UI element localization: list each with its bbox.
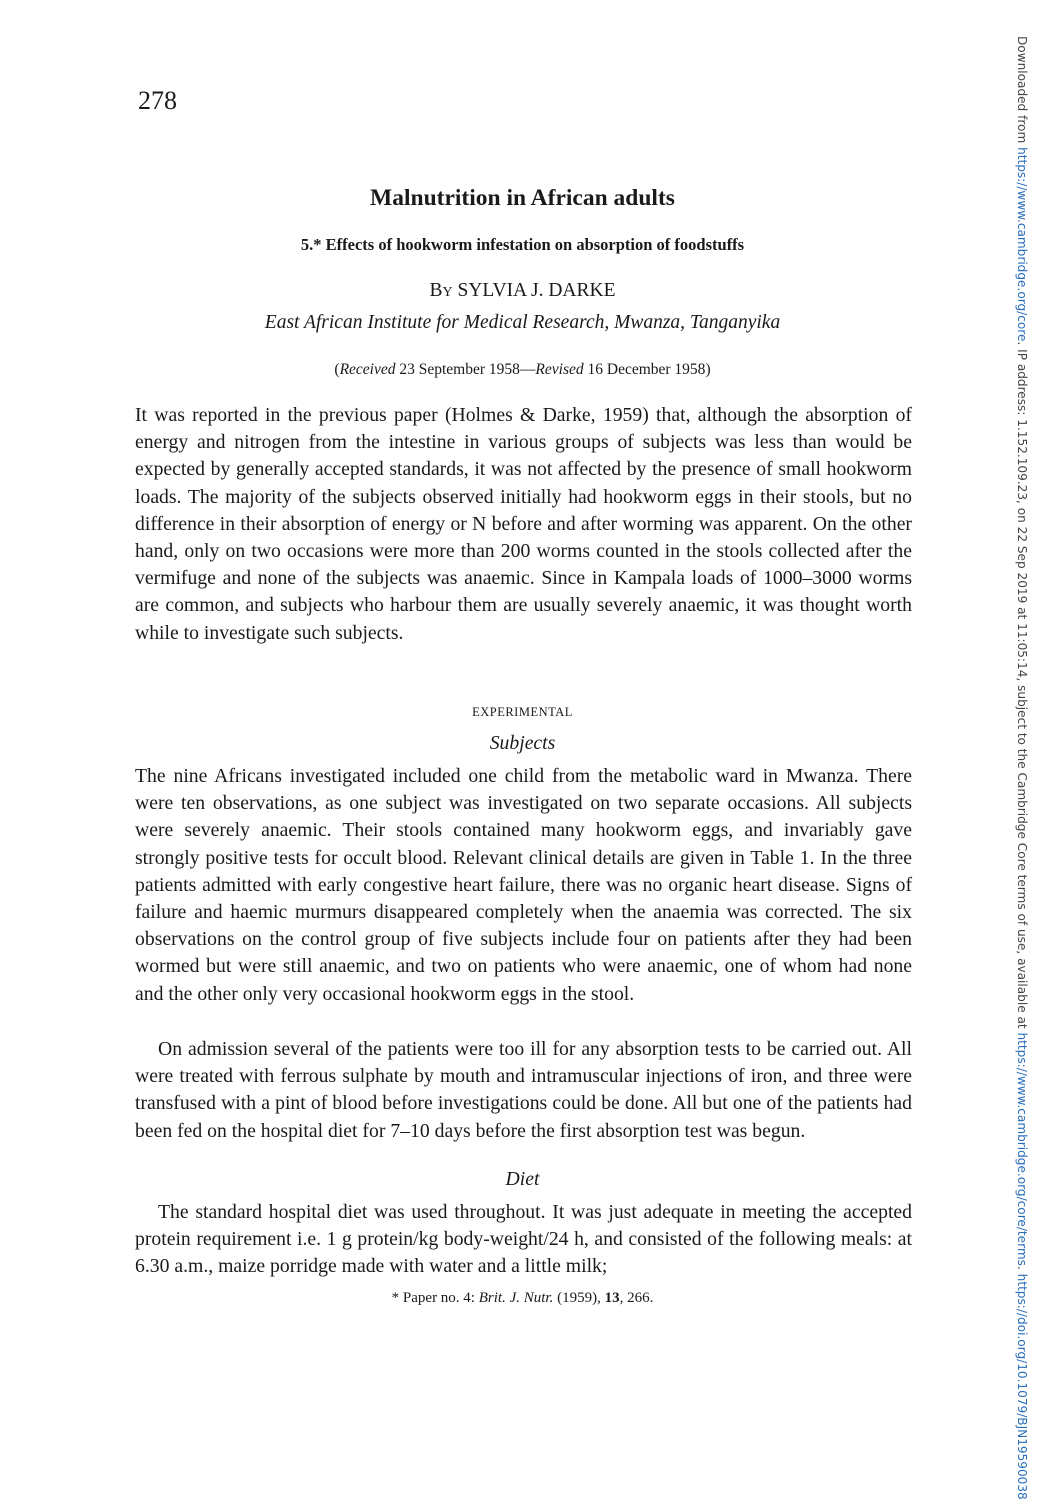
revised-date: 16 December 1958	[587, 361, 706, 378]
affiliation: East African Institute for Medical Research, Mwanza, Tanganyika	[264, 312, 781, 333]
diet-paragraph: The standard hospital diet was used throughout. It was just adequate in meeting the accepted protein requirement i.e. 1 g protein/kg body-weight/24 h, and consisted of the following meals: at 6.30 a.m., maize porridge made with water and a little milk;	[135, 1201, 912, 1278]
footnote-volume: 13	[604, 1290, 620, 1306]
page-number: 278	[138, 86, 177, 115]
footnote-lead: * Paper no. 4:	[391, 1290, 479, 1306]
section-heading: EXPERIMENTAL	[472, 705, 573, 719]
revised-label: Revised	[535, 361, 584, 378]
received-dash: —	[519, 361, 536, 378]
doi-link[interactable]: https://doi.org/10.1079/BJN19590038	[1015, 1273, 1029, 1500]
article-title: Malnutrition in African adults	[370, 185, 675, 211]
diet-heading: Diet	[505, 1168, 540, 1190]
download-notice-prefix: Downloaded from	[1015, 36, 1029, 148]
received-open: (	[334, 361, 340, 378]
received-close: )	[705, 361, 711, 378]
author-name: SYLVIA J. DARKE	[457, 280, 616, 301]
subjects-paragraph-1: The nine Africans investigated included one child from the metabolic ward in Mwanza. There were ten observations, as one subject was investigated on two separate occasions. All subjects were severely anaemic. Their stools contained many hookworm eggs, and invariably gave strongly positive tests for occult blood. Relevant clinical details are given in Table 1. In the three patients admitted with early congestive heart failure, there was no organic heart disease. Signs of failure and haemic murmurs disappeared completely when the anaemia was corrected. The six observations on the control group of five subjects include four on patients after they had been wormed but were still anaemic, and two on patients who were anaemic, one of whom had none and the other only very occasional hookworm eggs in the stool.	[135, 765, 912, 1005]
download-notice-text	[1015, 36, 1029, 1500]
article-subtitle: 5.* Effects of hookworm infestation on absorption of foodstuffs	[300, 235, 745, 254]
subjects-paragraph-2: On admission several of the patients were too ill for any absorption tests to be carried out. All were treated with ferrous sulphate by mouth and intramuscular injections of iron, and three were transfused with a pint of blood before investigations could be done. All but one of the patients had been fed on the hospital diet for 7–10 days before the first absorption test was begun.	[135, 1038, 912, 1142]
author-prefix: By	[429, 280, 453, 301]
terms-link[interactable]: https://www.cambridge.org/core/terms	[1015, 1032, 1029, 1266]
received-label: Received	[339, 361, 396, 378]
footnote-pages: , 266.	[619, 1290, 654, 1306]
subjects-heading: Subjects	[489, 732, 556, 754]
received-date: 23 September 1958	[399, 361, 520, 378]
intro-paragraph: It was reported in the previous paper (Holmes & Darke, 1959) that, although the absorption of energy and nitrogen from the intestine in various groups of subjects was less than would be expected by generally accepted standards, it was not affected by the presence of small hookworm loads. The majority of the subjects observed initially had hookworm eggs in their stools, but no difference in their absorption of energy or N before and after worming was apparent. On the other hand, only on two occasions were more than 200 worms counted in the stools collected after the vermifuge and none of the subjects was anaemic. Since in Kampala loads of 1000–3000 worms are common, and subjects who harbour them are usually severely anaemic, it was thought worth while to investigate such subjects.	[135, 404, 912, 644]
download-notice-sep: .	[1015, 1265, 1029, 1274]
author-line	[0, 280, 1045, 302]
download-notice	[1011, 36, 1031, 1500]
footnote-year: (1959),	[553, 1290, 605, 1306]
footnote	[0, 1290, 1045, 1307]
cambridge-core-link[interactable]: https://www.cambridge.org/core	[1015, 147, 1029, 342]
download-notice-middle: . IP address: 1.152.109.23, on 22 Sep 2019 at 11:05:14, subject to the Cambridge Core terms of use, available at	[1015, 341, 1029, 1033]
received-dates	[0, 361, 1045, 379]
footnote-journal: Brit. J. Nutr.	[478, 1290, 554, 1306]
